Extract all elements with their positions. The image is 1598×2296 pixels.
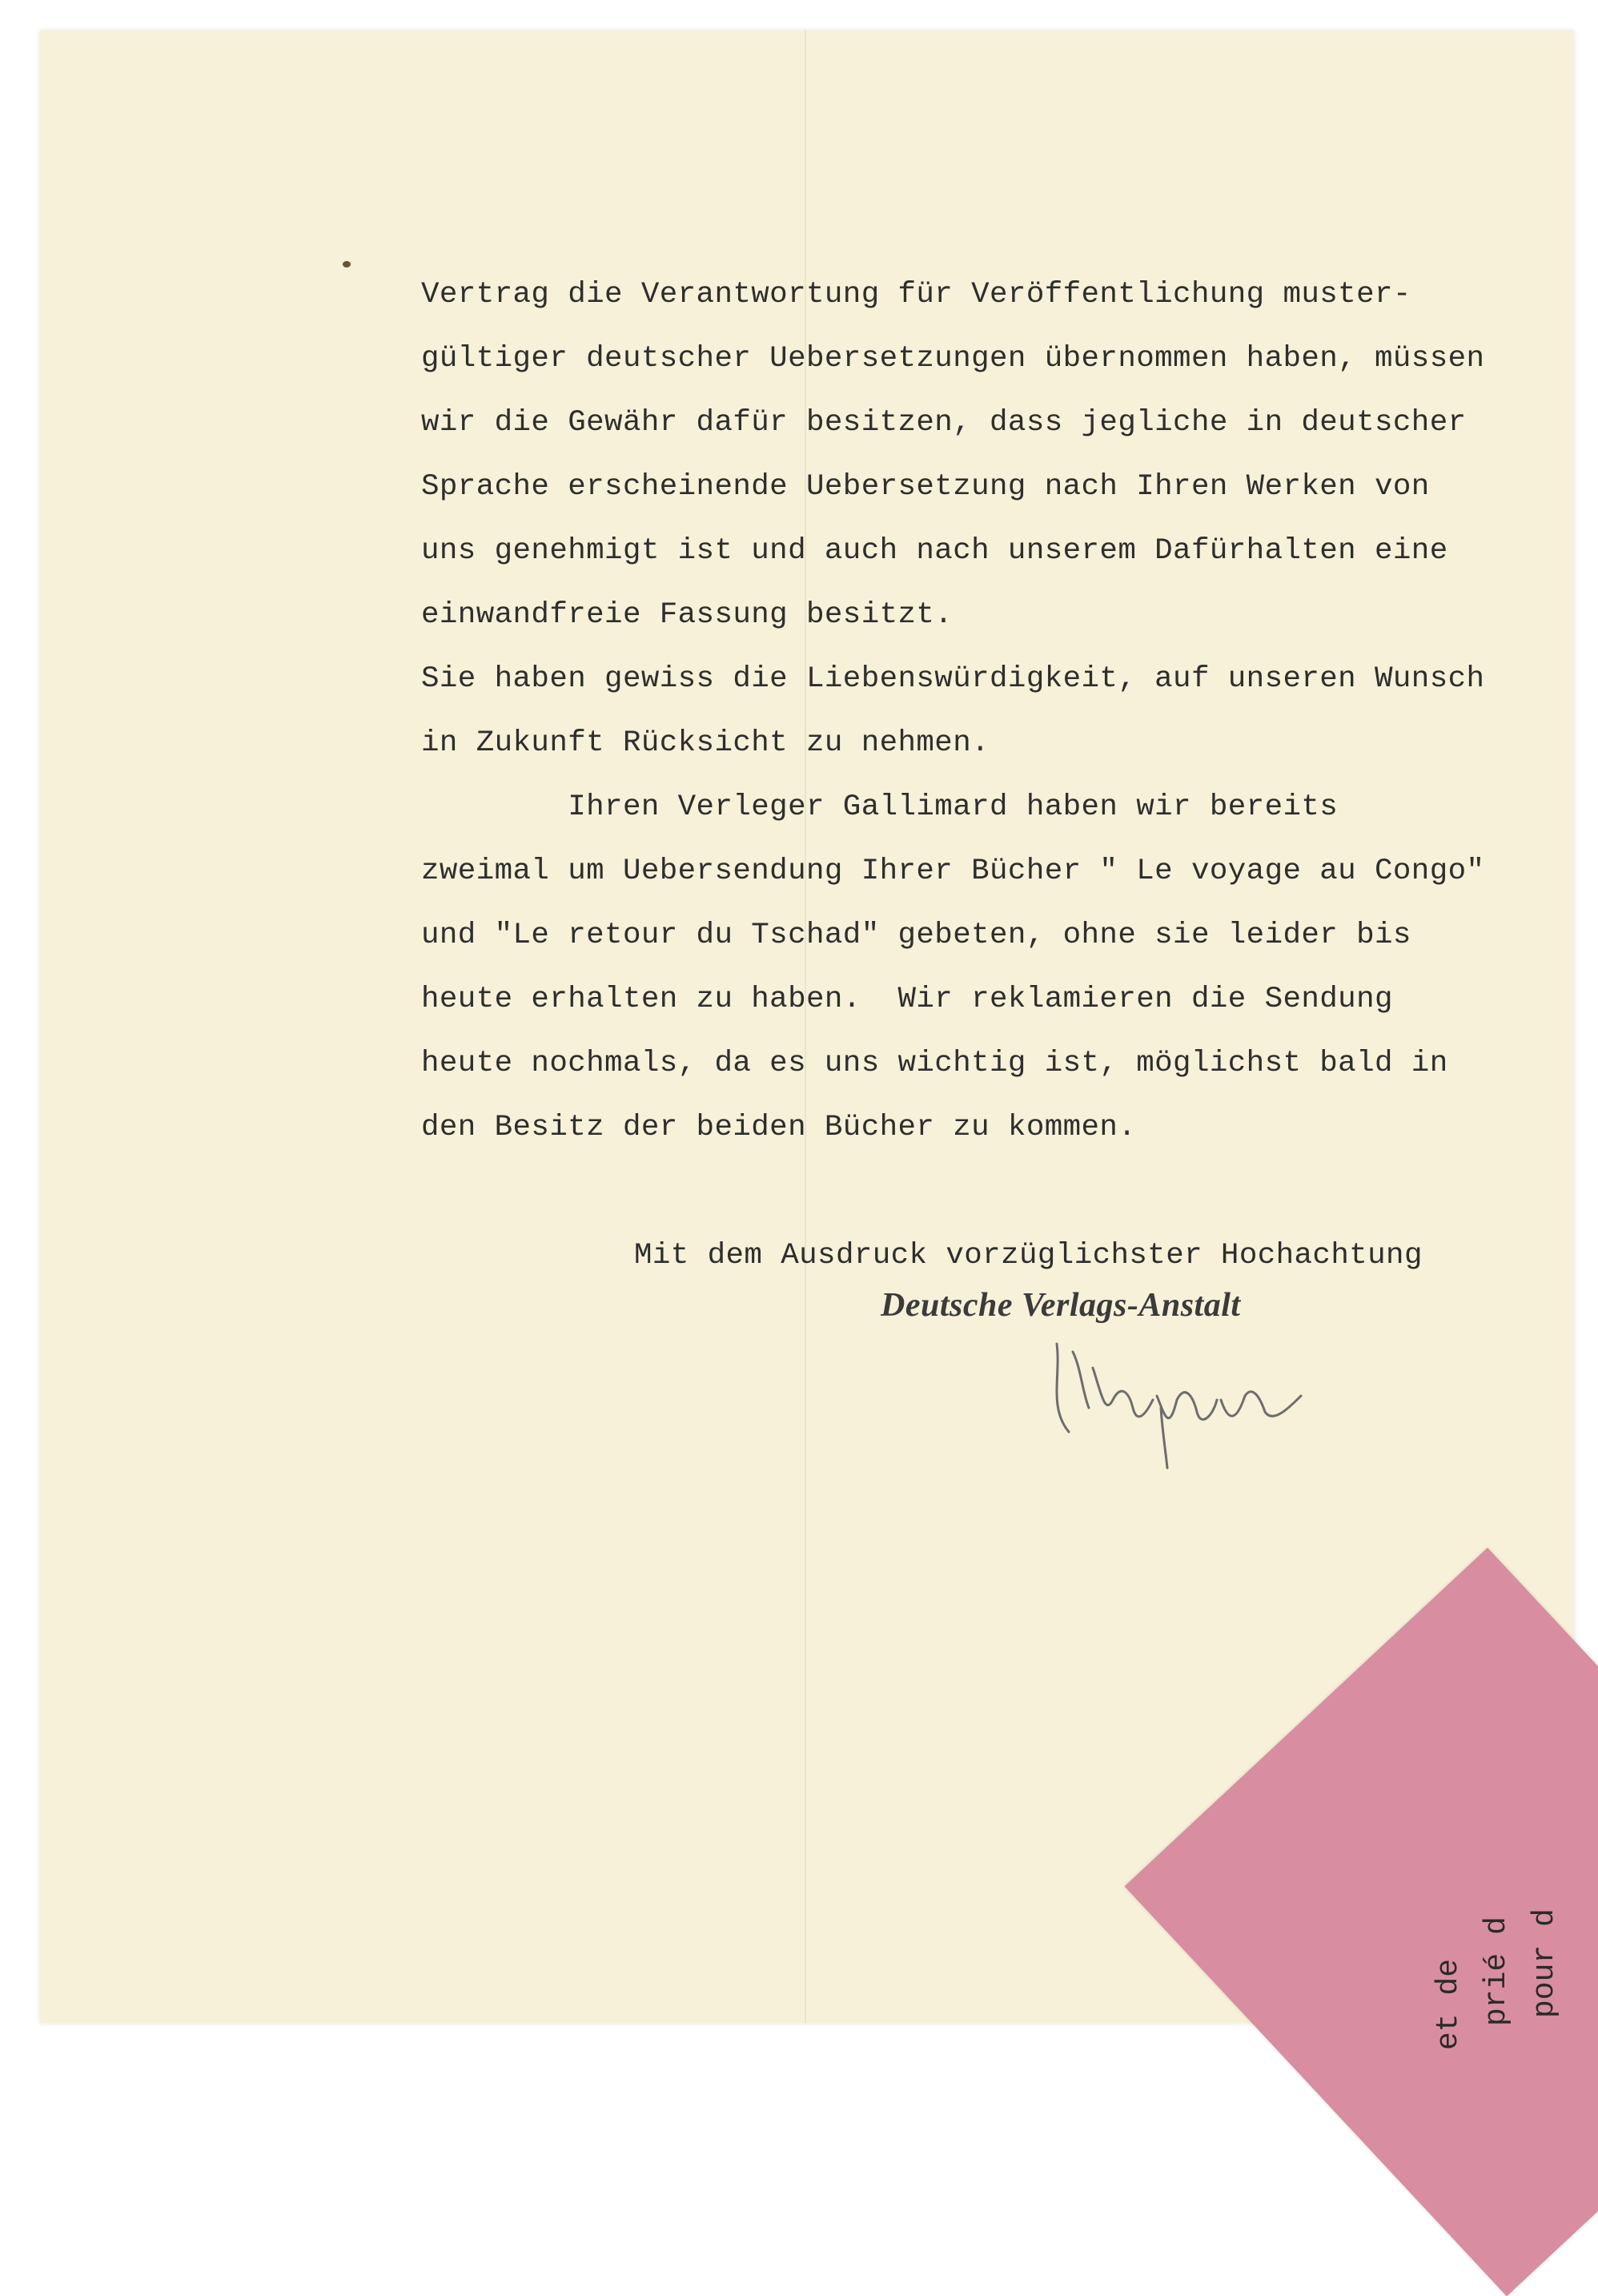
letter-line: einwandfreie Fassung besitzt. — [421, 598, 954, 632]
publisher-stamp: Deutsche Verlags-Anstalt — [881, 1287, 1241, 1324]
letter-body — [421, 263, 1574, 1288]
letter-line: in Zukunft Rücksicht zu nehmen. — [421, 726, 990, 760]
letter-line: gültiger deutscher Uebersetzungen übernommen haben, müssen — [421, 342, 1485, 376]
slip-text-line: pour d — [1528, 1908, 1562, 2018]
letter-line: Vertrag die Verantwortung für Veröffentlichung muster- — [421, 278, 1411, 312]
letter-line: wir die Gewähr dafür besitzen, dass jegliche in deutscher — [421, 406, 1467, 440]
letter-line: zweimal um Uebersendung Ihrer Bücher " Le voyage au Congo" — [421, 854, 1485, 888]
slip-text-line: prié d — [1480, 1916, 1514, 2026]
letter-line: den Besitz der beiden Bücher zu kommen. — [421, 1111, 1137, 1144]
letter-line: heute erhalten zu haben. Wir reklamieren die Sendung — [421, 983, 1393, 1016]
slip-text-line: et de — [1431, 1958, 1466, 2050]
letter-line: Sprache erscheinende Uebersetzung nach Ihren Werken von — [421, 470, 1430, 504]
letter-line: uns genehmigt ist und auch nach unserem Dafürhalten eine — [421, 534, 1448, 568]
letter-blank-line — [421, 1160, 1574, 1224]
letter-line: Sie haben gewiss die Liebenswürdigkeit, auf unseren Wunsch — [421, 662, 1485, 696]
letter-line: heute nochmals, da es uns wichtig ist, möglichst bald in — [421, 1047, 1448, 1080]
letter-line: und "Le retour du Tschad" gebeten, ohne sie leider bis — [421, 919, 1411, 952]
handwritten-signature — [1025, 1320, 1321, 1472]
closing-line — [421, 1224, 1574, 1288]
closing-text: Mit dem Ausdruck vorzüglichster Hochachtung — [634, 1239, 1423, 1273]
letter-line: Ihren Verleger Gallimard haben wir bereits — [421, 790, 1339, 824]
ink-spot — [343, 261, 351, 267]
